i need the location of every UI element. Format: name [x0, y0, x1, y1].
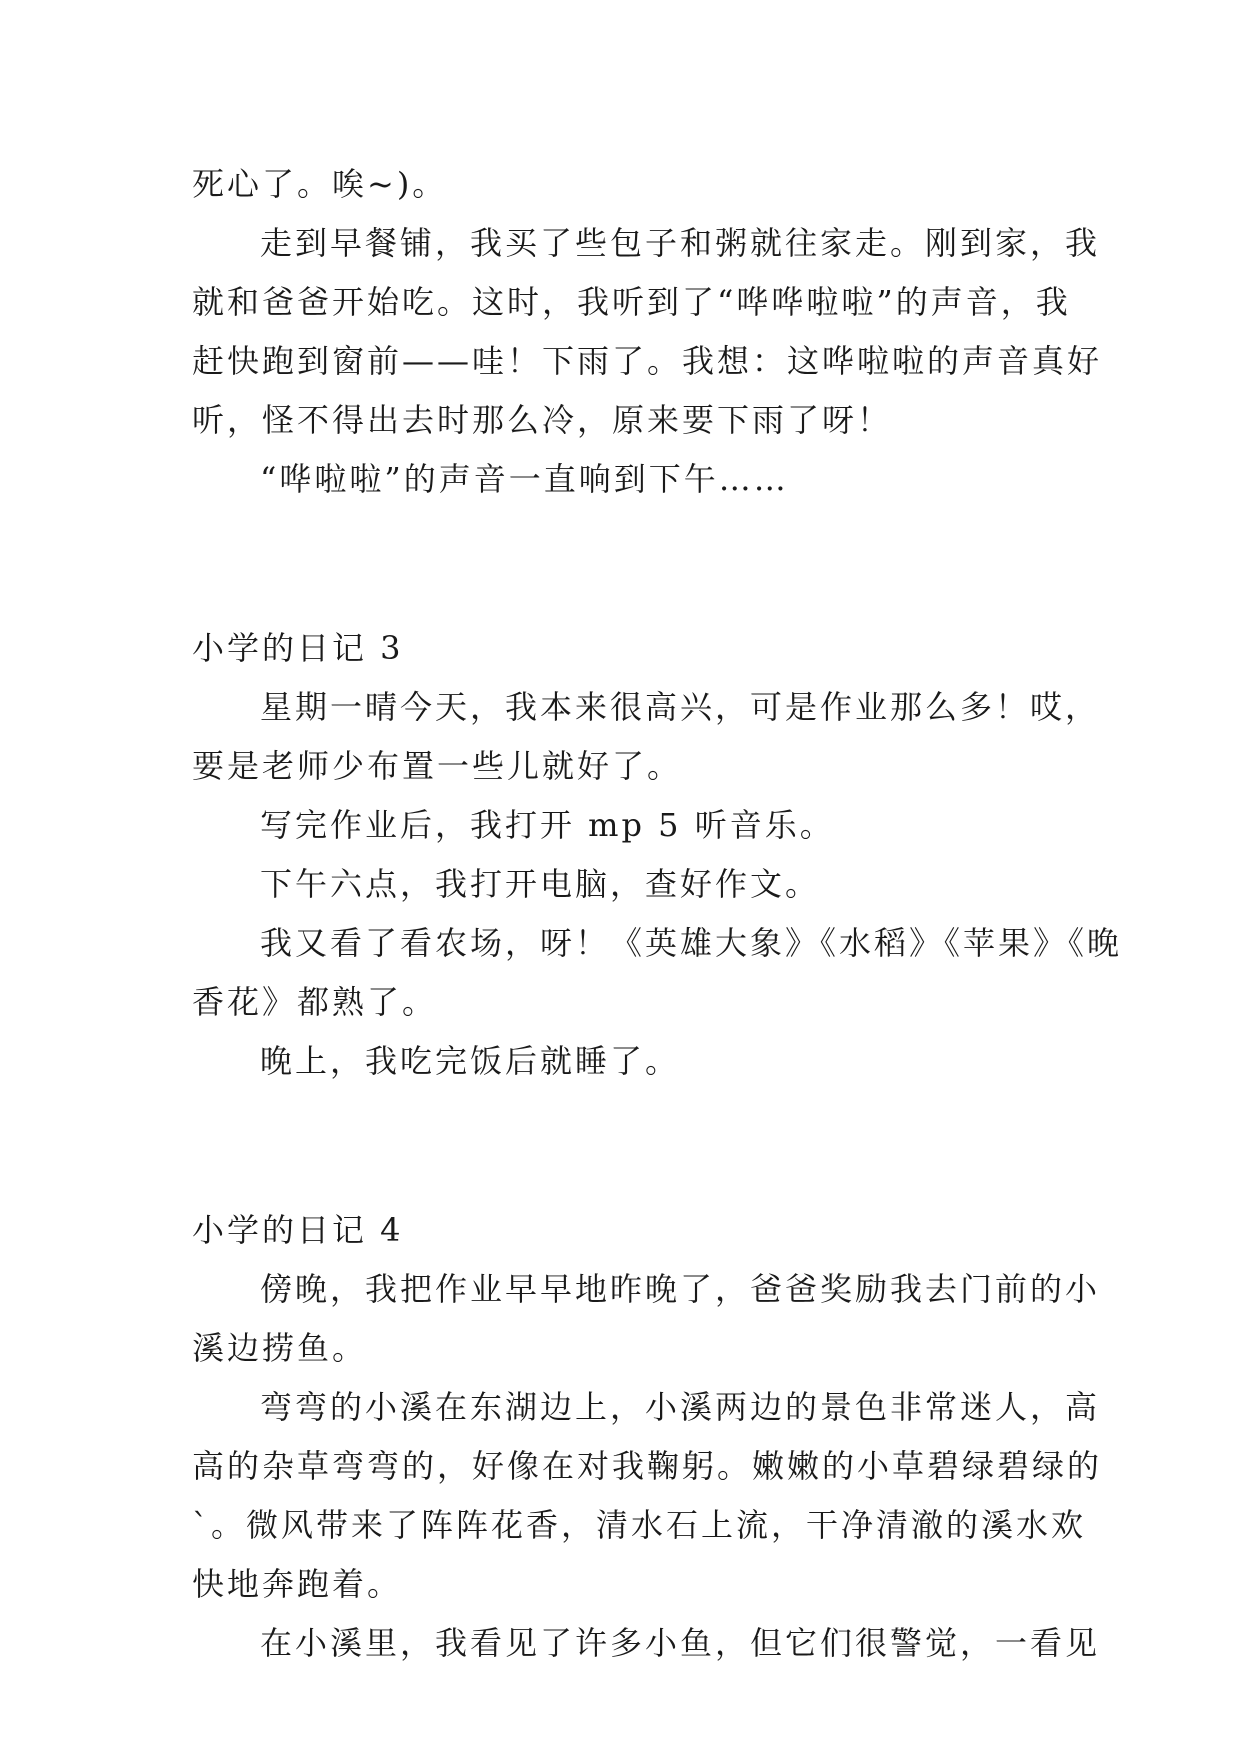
paragraph-line: 溪边捞鱼。	[192, 1329, 368, 1367]
section-continuation	[192, 155, 1103, 509]
document-body	[192, 155, 1123, 1673]
paragraph-line: 弯弯的小溪在东湖边上，小溪两边的景色非常迷人，高	[260, 1388, 1101, 1426]
paragraph-line: 香花》都熟了。	[192, 983, 438, 1021]
paragraph-line: 要是老师少布置一些儿就好了。	[192, 747, 683, 785]
paragraph-line: 听，怪不得出去时那么冷，原来要下雨了呀！	[192, 401, 893, 439]
paragraph-line: “哗啦啦”的声音一直响到下午……	[260, 460, 789, 498]
paragraph-line: 赶快跑到窗前——哇！下雨了。我想：这哗啦啦的声音真好	[192, 342, 1103, 380]
section-title: 小学的日记 3	[192, 629, 404, 667]
paragraph-line: 星期一晴今天，我本来很高兴，可是作业那么多！哎，	[260, 688, 1101, 726]
paragraph-line: 下午六点，我打开电脑，查好作文。	[260, 865, 821, 903]
paragraph-line: 在小溪里，我看见了许多小鱼，但它们很警觉，一看见	[260, 1624, 1101, 1662]
section-diary-3	[192, 619, 1123, 1091]
paragraph-line: 我又看了看农场，呀！《英雄大象》《水稻》《苹果》《晚	[260, 924, 1123, 962]
paragraph-line: 走到早餐铺，我买了些包子和粥就往家走。刚到家，我	[260, 224, 1101, 262]
paragraph-line: 快地奔跑着。	[192, 1565, 403, 1603]
section-spacer	[192, 509, 1072, 619]
paragraph-line: 高的杂草弯弯的，好像在对我鞠躬。嫩嫩的小草碧绿碧绿的	[192, 1447, 1103, 1485]
section-title: 小学的日记 4	[192, 1211, 404, 1249]
paragraph-line: 晚上，我吃完饭后就睡了。	[260, 1042, 681, 1080]
paragraph-line: 写完作业后，我打开 mp 5 听音乐。	[260, 806, 835, 844]
section-diary-4	[192, 1201, 1103, 1673]
paragraph-line: 就和爸爸开始吃。这时，我听到了“哗哗啦啦”的声音，我	[192, 283, 1071, 321]
paragraph-line: 死心了。唉~)。	[192, 165, 448, 203]
paragraph-line: `。微风带来了阵阵花香，清水石上流，干净清澈的溪水欢	[192, 1506, 1087, 1544]
paragraph-line: 傍晚，我把作业早早地昨晚了，爸爸奖励我去门前的小	[260, 1270, 1101, 1308]
section-spacer	[192, 1091, 1072, 1201]
